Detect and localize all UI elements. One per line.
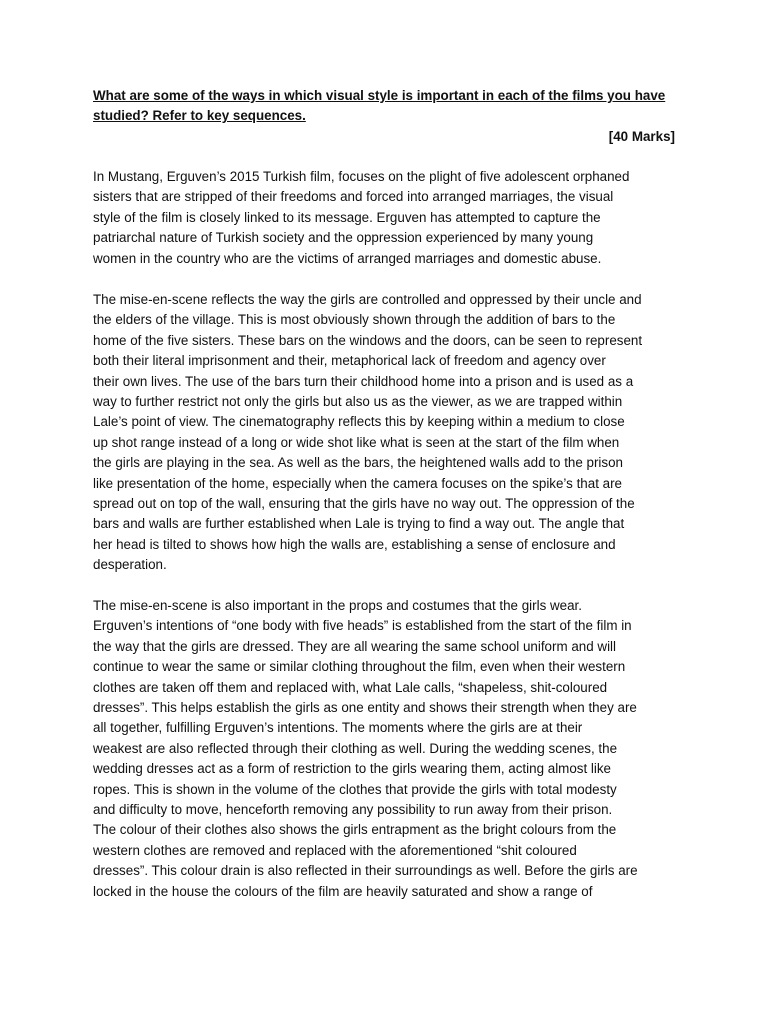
paragraph-line: The mise-en-scene reflects the way the girls are controlled and oppressed by their uncle and bbox=[93, 292, 642, 307]
paragraph-line: the elders of the village. This is most obviously shown through the addition of bars to the bbox=[93, 312, 616, 328]
paragraph-line: spread out on top of the wall, ensuring that the girls have no way out. The oppression of the bbox=[93, 496, 635, 512]
paragraph-line: bars and walls are further established when Lale is trying to find a way out. The angle that bbox=[93, 516, 625, 532]
paragraph-line: Erguven’s intentions of “one body with five heads” is established from the start of the film in bbox=[93, 618, 632, 634]
paragraph-line: desperation. bbox=[93, 557, 167, 573]
paragraph-line: patriarchal nature of Turkish society and the oppression experienced by many young bbox=[93, 230, 594, 246]
paragraph-line: all together, fulfilling Erguven’s intentions. The moments where the girls are at their bbox=[93, 720, 583, 736]
essay-question bbox=[93, 86, 676, 127]
paragraph-line: sisters that are stripped of their freedoms and forced into arranged marriages, the visual bbox=[93, 189, 614, 205]
paragraph-line: ropes. This is shown in the volume of the clothes that provide the girls with total modesty bbox=[93, 781, 617, 797]
paragraph-line: their own lives. The use of the bars turn their childhood home into a prison and is used as a bbox=[93, 373, 634, 389]
paragraph-line: continue to wear the same or similar clothing throughout the film, even when their western bbox=[93, 659, 626, 675]
question-line: What are some of the ways in which visual style is important in each of the films you have bbox=[93, 88, 666, 103]
paragraph-line: Lale’s point of view. The cinematography reflects this by keeping within a medium to close bbox=[93, 414, 625, 430]
paragraph-line: western clothes are removed and replaced with the aforementioned “shit coloured bbox=[93, 842, 577, 858]
paragraph-line: wedding dresses act as a form of restriction to the girls wearing them, acting almost like bbox=[93, 761, 611, 777]
paragraph-line: The mise-en-scene is also important in the props and costumes that the girls wear. bbox=[93, 598, 582, 613]
paragraph-line: women in the country who are the victims of arranged marriages and domestic abuse. bbox=[93, 250, 602, 266]
paragraph-line: weakest are also reflected through their clothing as well. During the wedding scenes, the bbox=[93, 740, 618, 756]
marks-label: [40 Marks] bbox=[608, 129, 675, 144]
paragraph-line: up shot range instead of a long or wide shot like what is seen at the start of the film when bbox=[93, 434, 620, 450]
paragraph-line: In Mustang, Erguven’s 2015 Turkish film, focuses on the plight of five adolescent orphaned bbox=[93, 169, 630, 184]
paragraph-line: both their literal imprisonment and their, metaphorical lack of freedom and agency over bbox=[93, 353, 606, 369]
paragraph-line: and difficulty to move, henceforth removing any possibility to run away from their prison. bbox=[93, 802, 613, 818]
paragraph-line: the girls are playing in the sea. As well as the bars, the heightened walls add to the prison bbox=[93, 455, 623, 471]
paragraph-line: way to further restrict not only the girls but also us as the viewer, as we are trapped within bbox=[93, 394, 623, 410]
paragraph-props-and-costumes bbox=[93, 596, 676, 902]
paragraph-line: the way that the girls are dressed. They are all wearing the same school uniform and will bbox=[93, 638, 616, 654]
paragraph-line: dresses”. This helps establish the girls as one entity and shows their strength when they are bbox=[93, 700, 637, 716]
paragraph-mise-en-scene-bars bbox=[93, 290, 676, 576]
paragraph-introduction bbox=[93, 167, 676, 269]
paragraph-line: clothes are taken off them and replaced with, what Lale calls, “shapeless, shit-coloured bbox=[93, 679, 608, 695]
paragraph-line: her head is tilted to shows how high the walls are, establishing a sense of enclosure and bbox=[93, 536, 616, 552]
paragraph-line: like presentation of the home, especially when the camera focuses on the spike’s that are bbox=[93, 475, 622, 491]
paragraph-line: The colour of their clothes also shows the girls entrapment as the bright colours from the bbox=[93, 822, 617, 838]
paragraph-line: dresses”. This colour drain is also reflected in their surroundings as well. Before the girls are bbox=[93, 863, 638, 879]
question-line: studied? Refer to key sequences. bbox=[93, 108, 306, 124]
paragraph-line: style of the film is closely linked to its message. Erguven has attempted to capture the bbox=[93, 209, 601, 225]
paragraph-line: locked in the house the colours of the film are heavily saturated and show a range of bbox=[93, 883, 593, 899]
paragraph-line: home of the five sisters. These bars on the windows and the doors, can be seen to represent bbox=[93, 332, 643, 348]
